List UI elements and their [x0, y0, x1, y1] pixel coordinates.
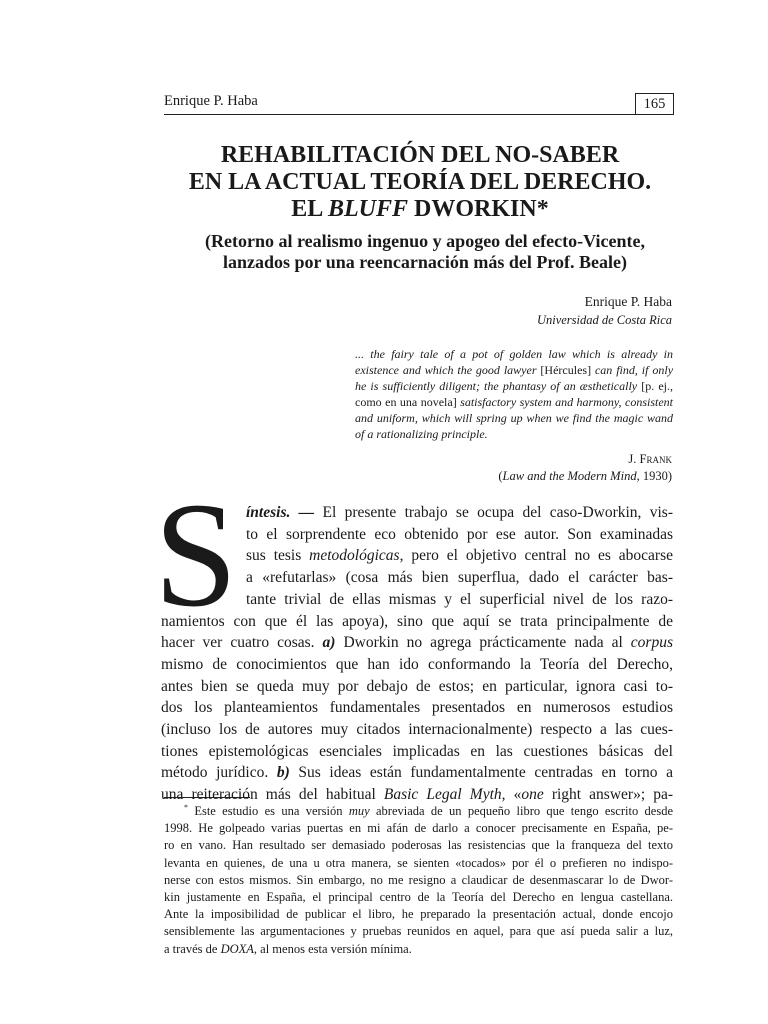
- abstract-line: to el sorprendente eco obtenido por ese autor. Son examinadas: [246, 525, 673, 543]
- epigraph-quote: ... the fairy tale of a pot of golden law which is already in existence and which the good lawyer [Hércules] can find, if only he is sufficiently diligent; the phantasy of an æsthetically [p. ej., como en una novela] satisfactory system and harmony, consistent and uniform, which will spring up when we find the magic wand of a rationalizing principle.: [355, 347, 674, 441]
- page-number: 165: [635, 93, 674, 115]
- footnote-line: nerse con estos mismos. Sin embargo, no me resigno a claudicar de desenmascarar lo de Dwor-: [164, 872, 673, 887]
- drop-cap: S: [154, 472, 238, 638]
- abstract-line: método jurídico. b) Sus ideas están fundamentalmente centradas en torno a: [161, 764, 674, 782]
- abstract-line: antes bien se queda muy por debajo de estos; en particular, ignora casi to-: [161, 677, 673, 695]
- footnote-line: kin justamente en España, el principal centro de la Teoría del Derecho en lengua castellana.: [164, 890, 673, 905]
- abstract-line: tante trivial de ellas mismas y el superficial nivel de los razo-: [246, 590, 673, 608]
- abstract-line: mismo de conocimientos que han ido conformando la Teoría del Derecho,: [161, 655, 673, 673]
- abstract-line: namientos con que él las apoya), sino que aquí se trata principalmente de: [161, 612, 673, 630]
- footnote-line: levanta en quienes, de una u otra manera, se sienten «tocados» por él o prefieren no indispo-: [164, 855, 673, 870]
- epigraph-attribution: [498, 451, 672, 485]
- footnote-line: sensiblemente las argumentaciones y pruebas reunidos en aquel, para que así pueda salir a luz,: [164, 924, 673, 939]
- title-line-2: EN LA ACTUAL TEORÍA DEL DERECHO.: [188, 169, 652, 195]
- author-name: Enrique P. Haba: [584, 294, 672, 309]
- footnote: [164, 803, 673, 958]
- epigraph-source: (Law and the Modern Mind, 1930): [498, 469, 672, 483]
- subtitle-line-2: lanzados por una reencarnación más del Prof. Beale): [223, 252, 627, 272]
- article-title: [150, 142, 690, 223]
- abstract-line: a «refutarlas» (cosa más bien superflua, dado el carácter bas-: [246, 569, 673, 587]
- abstract-line: hacer ver cuatro cosas. a) Dworkin no agrega prácticamente nada al corpus: [161, 634, 673, 652]
- abstract-line: sus tesis metodológicas, pero el objetivo central no es abocarse: [246, 547, 673, 565]
- footnote-line: a través de DOXA, al menos esta versión mínima.: [164, 941, 412, 956]
- title-line-3: EL BLUFF DWORKIN*: [291, 196, 549, 222]
- abstract-line: íntesis. — El presente trabajo se ocupa del caso-Dworkin, vis-: [246, 504, 673, 521]
- footnote-rule: [164, 797, 250, 798]
- byline: [537, 292, 672, 330]
- abstract-line: tiones epistemológicas esenciales implicadas en las cuestiones básicas del: [161, 742, 673, 760]
- footnote-line: 1998. He golpeado varias puertas en mi afán de darlo a conocer precisamente en España, pe-: [164, 821, 673, 836]
- epigraph-author: J. Frank: [628, 452, 672, 466]
- header-rule: [164, 114, 673, 115]
- author-affiliation: Universidad de Costa Rica: [536, 313, 672, 327]
- footnote-line: Ante la imposibilidad de publicar el libro, he preparado la presentación actual, donde encojo: [164, 907, 673, 922]
- abstract-line: dos los planteamientos fundamentales presentados en numerosos estudios: [161, 699, 673, 717]
- abstract-line: (incluso los de autores muy citados internacionalmente) respecto a las cues-: [161, 721, 673, 739]
- title-emphasis: BLUFF: [328, 196, 409, 222]
- running-header-author: Enrique P. Haba: [164, 93, 258, 109]
- abstract-line: una reiteración más del habitual Basic Legal Myth, «one right answer»; pa-: [161, 786, 673, 804]
- footnote-line: ro en vano. Han resultado ser demasiado poderosas las resistencias que la franqueza del texto: [164, 838, 673, 853]
- subtitle-line-1: (Retorno al realismo ingenuo y apogeo del efecto-Vicente,: [205, 231, 645, 251]
- abstract-paragraph: [161, 502, 674, 806]
- article-subtitle: [180, 231, 670, 273]
- title-line-1: REHABILITACIÓN DEL NO-SABER: [220, 142, 620, 168]
- footnote-line: * Este estudio es una versión muy abreviada de un pequeño libro que tengo escrito desde: [184, 802, 673, 818]
